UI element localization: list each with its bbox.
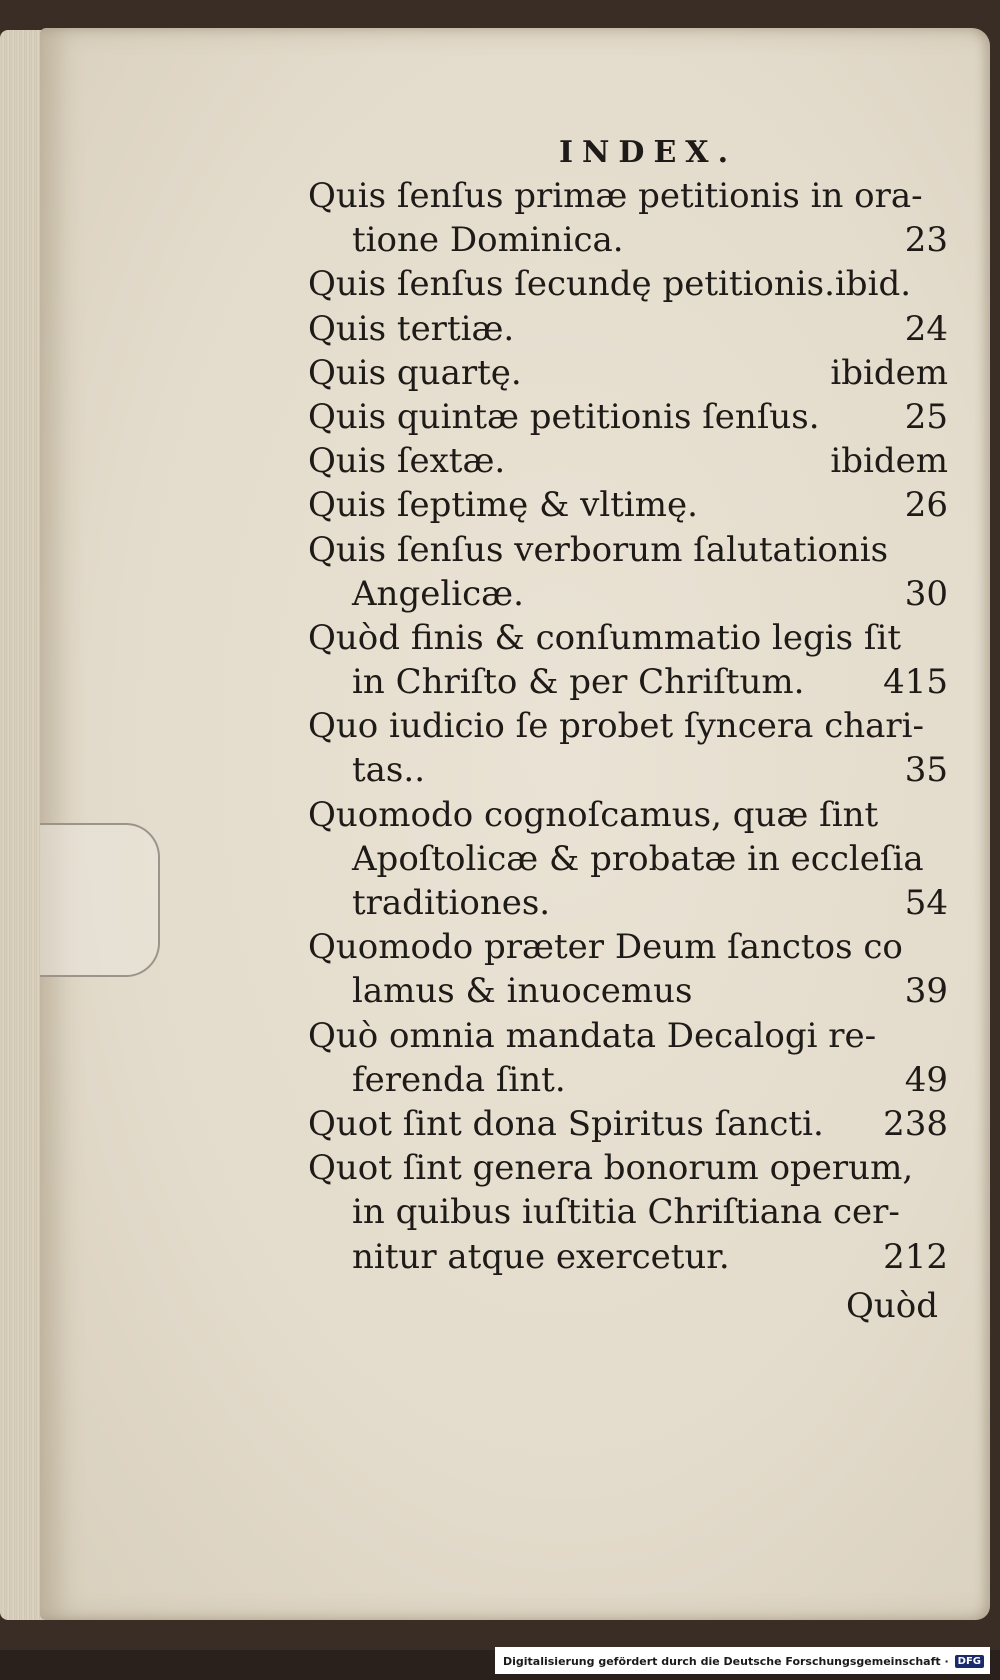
entry-text: Quis ſeptimę & vltimę.	[308, 485, 698, 526]
index-entry-line	[308, 660, 948, 704]
index-entry-line	[308, 881, 948, 925]
entry-text: Quis quartę.	[308, 352, 522, 393]
entry-text: Quo iudicio ſe probet ſyncera chari-	[308, 706, 925, 747]
index-entry-line	[308, 1190, 948, 1234]
index-entry-line	[308, 572, 948, 616]
entry-text: tione Dominica.	[352, 220, 624, 261]
running-head: INDEX.	[558, 135, 738, 170]
index-entry-line	[308, 1235, 948, 1279]
index-entry-line	[308, 1014, 948, 1058]
entry-page-ref: 39	[904, 971, 948, 1012]
entry-text: Quot ſint genera bonorum operum,	[308, 1148, 914, 1189]
index-entry-line	[308, 793, 948, 837]
index-entry-line	[308, 262, 948, 306]
page-clip-tab	[40, 823, 160, 977]
entry-page-ref: 35	[904, 750, 948, 791]
index-entry-line	[308, 925, 948, 969]
index-entry-line	[308, 528, 948, 572]
entry-page-ref: 415	[883, 662, 948, 703]
entry-page-ref: 25	[904, 396, 948, 437]
index-entry-line	[308, 1102, 948, 1146]
entry-text: in Chriſto & per Chriſtum.	[352, 662, 805, 703]
index-entry-line	[308, 616, 948, 660]
index-entry-line	[308, 1146, 948, 1190]
index-entry-line	[308, 748, 948, 792]
entry-text: in quibus iuſtitia Chriſtiana cer-	[352, 1192, 900, 1233]
entry-text: Quis ſenſus ſecundę petitionis.ibid.	[308, 264, 912, 305]
entry-text: traditiones.	[352, 883, 551, 923]
index-entry-line	[308, 351, 948, 395]
index-entry-line	[308, 837, 948, 881]
entry-text: tas..	[352, 750, 425, 791]
entry-text: Angelicæ.	[352, 573, 524, 614]
entry-text: Quis tertiæ.	[308, 308, 515, 349]
digitization-credit	[495, 1647, 990, 1674]
entry-text: Quis ſextæ.	[308, 441, 506, 482]
entry-page-ref: ibidem	[830, 441, 948, 482]
entry-text: Quò omnia mandata Decalogi re-	[308, 1015, 877, 1056]
entry-page-ref: 49	[904, 1059, 948, 1100]
entry-text: Quòd finis & conſummatio legis ſit	[308, 617, 902, 658]
entry-text: ferenda ſint.	[352, 1059, 566, 1100]
index-lines	[308, 174, 948, 1279]
index-entry-line	[308, 1058, 948, 1102]
index-entry-line	[308, 395, 948, 439]
entry-text: lamus & inuocemus	[352, 971, 693, 1012]
index-entry-line	[308, 174, 948, 218]
index-entry-line	[308, 704, 948, 748]
index-block	[308, 135, 948, 1329]
entry-text: Quot ſint dona Spiritus ſancti.	[308, 1103, 824, 1144]
index-entry-line	[308, 439, 948, 483]
entry-text: Quis quintæ petitionis ſenſus.	[308, 396, 820, 437]
dfg-logo-icon: DFG	[955, 1655, 984, 1668]
entry-text: Apoſtolicæ & probatæ in eccleſia	[352, 838, 924, 879]
index-entry-line	[308, 969, 948, 1013]
entry-page-ref: 54	[904, 883, 948, 923]
entry-text: Quis ſenſus verborum ſalutationis	[308, 529, 889, 570]
entry-page-ref: 30	[904, 573, 948, 614]
index-entry-line	[308, 307, 948, 351]
index-entry-line	[308, 218, 948, 262]
entry-page-ref: 238	[883, 1103, 948, 1144]
entry-page-ref: 24	[904, 308, 948, 349]
entry-page-ref: 212	[883, 1236, 948, 1277]
catchword: Quòd	[845, 1285, 938, 1326]
entry-page-ref: 26	[904, 485, 948, 526]
entry-page-ref: ibidem	[830, 352, 948, 393]
credit-text: Digitalisierung gefördert durch die Deutsche Forschungsgemeinschaft ·	[502, 1654, 949, 1668]
entry-text: Quomodo cognoſcamus, quæ ſint	[308, 794, 879, 835]
index-entry-line	[308, 483, 948, 527]
entry-text: Quis ſenſus primæ petitionis in ora-	[308, 176, 923, 216]
entry-text: nitur atque exercetur.	[352, 1236, 730, 1277]
entry-page-ref: 23	[904, 220, 948, 261]
entry-text: Quomodo præter Deum ſanctos co	[308, 927, 903, 968]
